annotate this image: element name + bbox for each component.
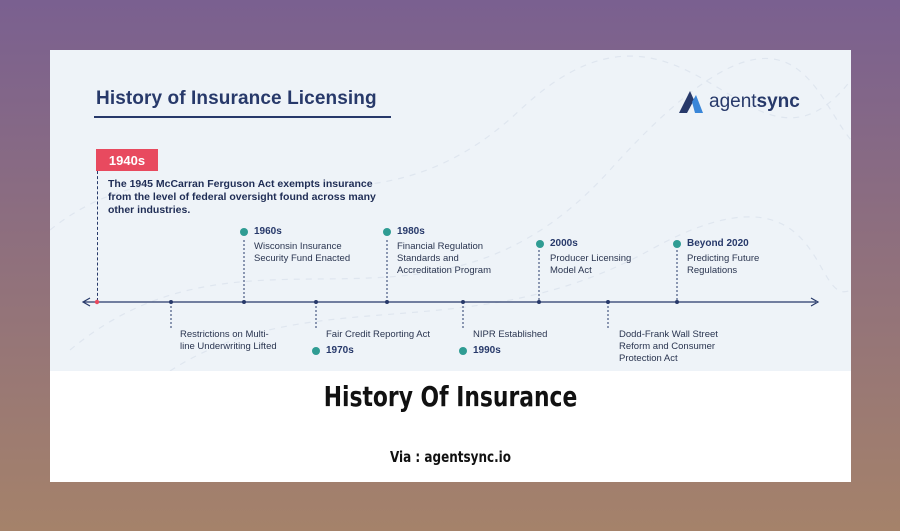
- event-year: 1980s: [397, 226, 425, 237]
- event-1990s-heading: [459, 345, 501, 356]
- event-1980s-text: Financial Regulation Standards and Accreditation Program: [397, 241, 491, 276]
- era-badge-1940s: 1940s: [96, 149, 158, 171]
- axis-tick-above-4: [675, 300, 679, 304]
- event-dot: [536, 240, 544, 248]
- event-1970s-text: Fair Credit Reporting Act: [326, 329, 431, 340]
- event-dot: [383, 228, 391, 236]
- event-2000s-text: Producer Licensing Model Act: [550, 253, 632, 276]
- axis-tick-above-3: [537, 300, 541, 304]
- image-card: [50, 50, 851, 482]
- event-beyond-2020-heading: [673, 238, 749, 249]
- timeline-infographic: [50, 50, 851, 371]
- caption-title: History Of Insurance: [323, 380, 578, 413]
- event-year: 1960s: [254, 226, 282, 237]
- axis-tick-below-1: [169, 300, 173, 304]
- event-1990s-text: NIPR Established: [473, 329, 548, 340]
- event-2000s-heading: [536, 238, 578, 249]
- event-year: Beyond 2020: [687, 238, 749, 249]
- event-1980s-heading: [383, 226, 425, 237]
- source-credit: Via : agentsync.io: [389, 448, 512, 466]
- brand-name-part1: agent: [709, 91, 757, 112]
- axis-tick-below-3: [461, 300, 465, 304]
- event-beyond-2020-text: Predicting Future Regulations: [687, 253, 760, 276]
- axis-marker-1940s: [95, 300, 99, 304]
- event-dot: [673, 240, 681, 248]
- event-dot: [240, 228, 248, 236]
- event-year: 1970s: [326, 345, 354, 356]
- event-year: 1990s: [473, 345, 501, 356]
- axis-tick-above-1: [242, 300, 246, 304]
- event-dodd-frank-text: Dodd-Frank Wall Street Reform and Consumer Protection Act: [619, 329, 718, 364]
- event-1960s-heading: [240, 226, 282, 237]
- infographic-title: History of Insurance Licensing: [96, 88, 377, 109]
- axis-tick-above-2: [385, 300, 389, 304]
- event-1970s-heading: [312, 345, 354, 356]
- event-dot: [459, 347, 467, 355]
- event-year: 2000s: [550, 238, 578, 249]
- axis-tick-below-4: [606, 300, 610, 304]
- axis-tick-below-2: [314, 300, 318, 304]
- event-1960s-text: Wisconsin Insurance Security Fund Enacted: [254, 241, 351, 264]
- timeline-axis: [50, 50, 851, 371]
- era-1940s-text: The 1945 McCarran Ferguson Act exempts insurance from the level of federal oversight found across many other industries.: [108, 178, 376, 216]
- event-multiline-underwriting-text: Restrictions on Multi-line Underwriting Lifted: [180, 329, 277, 352]
- brand-name-part2: sync: [756, 91, 800, 112]
- event-dot: [312, 347, 320, 355]
